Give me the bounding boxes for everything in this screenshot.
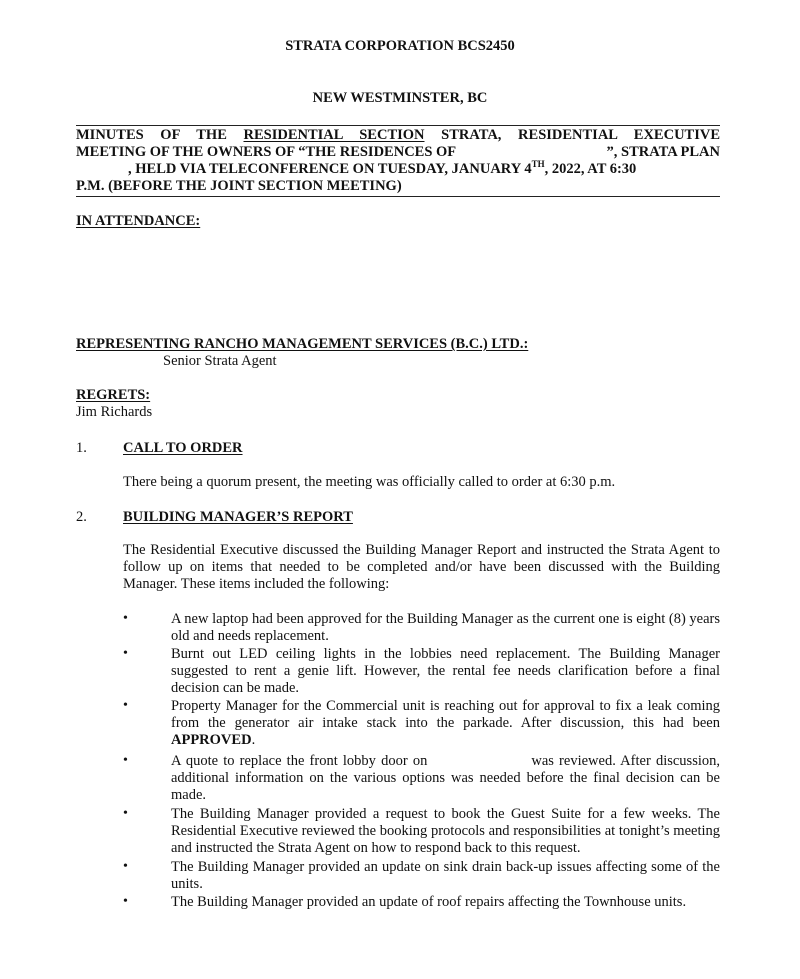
list-item: The Building Manager provided an update on sink drain back-up issues affecting some of the units. xyxy=(171,859,720,892)
minutes-header xyxy=(76,125,720,197)
list-item: A new laptop had been approved for the Building Manager as the current one is eight (8) years old and needs replacement. xyxy=(171,611,720,644)
list-item: Burnt out LED ceiling lights in the lobbies need replacement. The Building Manager suggested to rent a genie lift. However, the rental fee needs clarification before a final decision can be made. xyxy=(171,646,720,696)
management-heading: REPRESENTING RANCHO MANAGEMENT SERVICES (B.C.) LTD.: xyxy=(76,336,529,352)
header-text: STRATA, RESIDENTIAL EXECUTIVE xyxy=(441,127,721,143)
bullet-icon: • xyxy=(123,611,128,626)
bullet-icon: • xyxy=(123,646,128,661)
list-item-text: A quote to replace the front lobby door on xyxy=(171,753,428,769)
document-location: NEW WESTMINSTER, BC xyxy=(312,90,488,106)
section-1-number: 1. xyxy=(76,440,87,456)
list-item-text: was reviewed. After discussion, additional information on the various options was needed before the final decision can be made. xyxy=(171,753,720,803)
header-line-1 xyxy=(76,127,720,144)
header-text: ”, STRATA PLAN xyxy=(606,144,720,160)
list-item-text: . xyxy=(251,732,256,748)
bullet-icon: • xyxy=(123,698,128,713)
date-suffix: TH xyxy=(531,159,545,170)
regrets-heading: REGRETS: xyxy=(76,387,151,403)
section-2-body: The Residential Executive discussed the Building Manager Report and instructed the Strata Agent to follow up on items that needed to be completed and/or have been discussed with the Building Manager. These items included the following: xyxy=(123,542,720,592)
bullet-icon: • xyxy=(123,753,128,768)
list-item xyxy=(171,753,720,804)
bullet-icon: • xyxy=(123,894,128,909)
attendance-heading: IN ATTENDANCE: xyxy=(76,213,201,229)
bullet-icon: • xyxy=(123,859,128,874)
section-1-heading: CALL TO ORDER xyxy=(123,440,243,456)
section-2-number: 2. xyxy=(76,509,87,525)
header-line-2 xyxy=(76,144,720,161)
document-title: STRATA CORPORATION BCS2450 xyxy=(285,38,515,54)
header-time: , 2022, AT 6:30 xyxy=(544,161,637,177)
header-line-3 xyxy=(76,161,720,178)
header-section-name: RESIDENTIAL SECTION xyxy=(243,127,425,143)
header-line-4: P.M. (BEFORE THE JOINT SECTION MEETING) xyxy=(76,178,402,194)
list-item-text: Property Manager for the Commercial unit is reaching out for approval to fix a leak coming from the generator air intake stack into the parkade. After discussion, this had been xyxy=(171,698,720,731)
header-text: MEETING OF THE OWNERS OF “THE RESIDENCES OF xyxy=(76,144,457,160)
list-item: The Building Manager provided a request to book the Guest Suite for a few weeks. The Residential Executive reviewed the booking protocols and responsibilities at tonight’s meeting and instructed the Strata Agent on how to respond back to this request. xyxy=(171,806,720,856)
header-date: , HELD VIA TELECONFERENCE ON TUESDAY, JANUARY 4 xyxy=(128,161,532,177)
header-text xyxy=(128,161,636,178)
header-text: MINUTES OF THE xyxy=(76,127,227,143)
regrets-name: Jim Richards xyxy=(76,404,153,420)
approved-label: APPROVED xyxy=(171,732,252,748)
management-role: Senior Strata Agent xyxy=(163,353,277,369)
bullet-icon: • xyxy=(123,806,128,821)
section-1-body: There being a quorum present, the meeting was officially called to order at 6:30 p.m. xyxy=(123,474,616,490)
list-item xyxy=(171,698,720,749)
list-item: The Building Manager provided an update of roof repairs affecting the Townhouse units. xyxy=(171,894,687,910)
section-2-heading: BUILDING MANAGER’S REPORT xyxy=(123,509,353,525)
